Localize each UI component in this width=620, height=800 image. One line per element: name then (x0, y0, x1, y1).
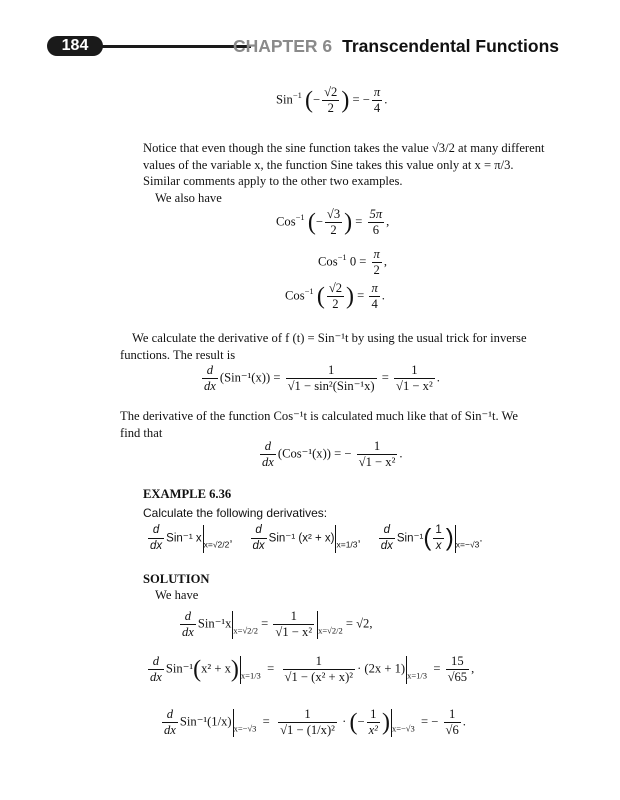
expression: Sin⁻¹ x (166, 532, 202, 545)
equation-derivative-sin (200, 364, 440, 393)
fraction-numerator: d (202, 364, 218, 379)
equals-sign: = (433, 661, 441, 676)
fraction-numerator: π (373, 247, 380, 261)
fraction-numerator: d (379, 524, 395, 539)
text-line: Similar comments apply to the other two examples. (143, 174, 403, 188)
equation-cos-1: Cos$^{-1}$ (− $\frac{√3}{2}$ ) = $\frac{5\pi}{6}$ , (276, 207, 390, 237)
punct: . (436, 370, 440, 385)
text-line: We calculate the derivative of f (t) = Sin⁻¹t by using the usual trick for inverse (132, 331, 527, 345)
exponent: −1 (292, 90, 302, 101)
fn-name: Cos (276, 214, 296, 229)
solution-step-3: $\frac{d}{dx}$ Sin⁻¹(1/x) $_{x=-√3}$ = $\frac{1}{\text{√1 − (1/x)²}}$ · (− $\frac{1}{\text{x²}}$ ) $_{x=-√3}$ = − $\frac{1}{√6}$ . (164, 707, 466, 737)
expression: (Cos⁻¹(x)) (277, 446, 331, 461)
derivative-operator (251, 524, 267, 553)
example-derivatives: $\frac{d}{dx}$ Sin⁻¹ x $_{x=√2/2}$, $\frac{d}{dx}$ Sin⁻¹ (x² + x) $_{x=1/3}$, $\frac{d}{dx}$ Sin⁻¹( $\frac{1}{x}$ ) $_{x=-√3}$. (150, 524, 483, 552)
derivative-operator (379, 524, 395, 553)
equals-sign: = − (334, 446, 352, 461)
neg-sign: − (315, 214, 323, 229)
fraction (372, 86, 382, 115)
evaluation-point: x=1/3 (336, 539, 358, 550)
left-paren: ( (316, 283, 325, 310)
fraction-numerator: 1 (433, 524, 443, 539)
fraction-numerator: 1 (367, 708, 380, 723)
left-paren: ( (307, 209, 316, 236)
fraction-numerator: d (260, 440, 276, 455)
evaluation-bar (233, 709, 234, 737)
punct: , (471, 661, 475, 676)
fraction-numerator: d (148, 524, 164, 539)
fraction (368, 208, 385, 237)
punct: , (386, 214, 390, 229)
evaluation-point: x=−√3 (391, 723, 415, 734)
evaluation-bar (406, 656, 407, 684)
evaluation-point: x=1/3 (407, 670, 428, 681)
punct: . (399, 446, 403, 461)
evaluation-point: x=√2/2 (318, 625, 343, 636)
fraction-denominator: dx (262, 455, 274, 469)
solution-intro: We have (155, 588, 199, 602)
neg-sign: − (313, 92, 321, 107)
fn-name: Cos (285, 288, 305, 303)
evaluation-bar (335, 525, 336, 553)
radicand: 1 − x² (402, 379, 433, 393)
fn-name: Sin (276, 92, 293, 107)
evaluation-point: x=√2/2 (233, 625, 258, 636)
fraction-denominator: 4 (373, 101, 381, 115)
expression: Sin⁻¹x (197, 616, 232, 631)
text-line: The derivative of the function Cos⁻¹t is calculated much like that of Sin⁻¹t. We (120, 409, 519, 423)
right-paren: ) (346, 283, 355, 310)
exponent: −1 (337, 252, 347, 263)
fraction: $\frac{1}{\text{√1 − x²}}$ (275, 609, 313, 639)
fn-name: Cos (318, 254, 338, 269)
fraction: $\frac{1}{\text{√1 − sin²(Sin⁻¹x)}}$ (287, 363, 375, 393)
punct: . (462, 714, 466, 729)
fraction-denominator: 2 (332, 297, 339, 311)
evaluation-bar (317, 611, 318, 639)
left-paren: ( (305, 87, 314, 114)
solution-heading: SOLUTION (143, 572, 210, 586)
evaluation-point: x=−√3 (455, 539, 480, 550)
paragraph-3 (120, 408, 570, 441)
fraction (325, 208, 342, 237)
fraction-denominator: 2 (330, 223, 337, 237)
fraction-numerator: d (148, 655, 164, 670)
fraction-denominator: 2 (327, 101, 334, 115)
solution-step-1 (178, 610, 372, 639)
text-line: Notice that even though the sine function takes the value √3/2 at many different (143, 141, 545, 155)
paragraph-1 (143, 140, 573, 206)
equals-sign: = (261, 616, 269, 631)
fraction (367, 708, 380, 737)
punct: , (357, 532, 361, 545)
fraction: $\frac{1}{\text{√1 − x²}}$ (358, 439, 396, 469)
neg-sign: − (362, 92, 370, 107)
fraction-numerator: 1 (278, 708, 337, 723)
radicand: 1 − sin²(Sin⁻¹x) (294, 379, 375, 393)
fraction-denominator: √6 (445, 723, 459, 737)
derivative-operator (260, 440, 276, 469)
solution-step-2: $\frac{d}{dx}$ Sin⁻¹(x² + x) $_{x=1/3}$ = $\frac{1}{\text{√1 − (x² + x)²}}$ · (2x + 1) $_{x=1/3}$ = $\frac{15}{√65}$ , (150, 654, 475, 684)
fraction-numerator: d (162, 708, 178, 723)
fraction-denominator: dx (380, 540, 393, 552)
fraction: $\frac{1}{\text{√1 − (1/x)²}}$ (280, 707, 335, 737)
equation-cos-2: Cos$^{-1}$ 0 = $\frac{\pi}{2}$ , (318, 247, 387, 277)
punct: , (229, 532, 233, 545)
evaluation-bar (455, 525, 456, 553)
fraction (446, 655, 470, 684)
evaluation-point: x=√2/2 (203, 539, 230, 550)
chapter-label: CHAPTER 6 (232, 36, 333, 56)
fraction-numerator: π (371, 281, 378, 295)
punct: . (381, 288, 385, 303)
fraction-denominator: dx (204, 379, 216, 393)
radicand: 1 − x² (282, 625, 313, 639)
fraction-denominator: x² (368, 723, 378, 737)
expression: Sin⁻¹ (396, 532, 424, 545)
fraction-denominator: 2 (373, 263, 380, 277)
fraction-numerator: 5π (369, 207, 383, 221)
radicand: 1 − (1/x)² (287, 723, 335, 737)
argument: 0 (349, 254, 357, 269)
example-prompt: Calculate the following derivatives: (143, 506, 328, 520)
equals-sign: = (381, 370, 389, 385)
fraction-numerator: 1 (394, 364, 435, 379)
fraction-denominator: dx (150, 540, 163, 552)
equals-sign: = (267, 661, 275, 676)
derivative-operator (202, 364, 218, 393)
fraction-numerator: 1 (286, 364, 377, 379)
equation-sin-inverse (276, 86, 387, 115)
punct: . (384, 92, 388, 107)
equals-sign: = (352, 92, 360, 107)
argument: x² + x (201, 661, 231, 676)
fraction (327, 282, 344, 311)
derivative-operator (180, 610, 196, 639)
punct: . (479, 532, 483, 545)
fraction-denominator: 4 (371, 297, 378, 311)
equals-sign: = (262, 714, 270, 729)
header-rule (99, 45, 251, 48)
fraction (433, 524, 443, 553)
fraction-numerator: √3 (326, 207, 341, 221)
equation-cos-3: Cos$^{-1}$ ( $\frac{√2}{2}$ ) = $\frac{\pi}{4}$ . (285, 281, 385, 311)
multiplier: · (342, 714, 347, 729)
text-line: We also have (155, 190, 222, 205)
equals-sign: = (273, 370, 281, 385)
text-line: values of the variable x, the function Sine takes this value only at x = π/3. (143, 157, 514, 172)
chapter-heading (233, 34, 559, 58)
text-line: find that (120, 425, 163, 440)
result: = √2, (345, 616, 373, 631)
evaluation-bar (203, 525, 204, 553)
fraction: $\frac{1}{\text{√1 − (x² + x)²}}$ (284, 654, 354, 684)
fraction-numerator: √2 (324, 85, 338, 99)
fraction-numerator: π (373, 85, 381, 99)
fraction-numerator: 1 (283, 655, 356, 670)
expression: (Sin⁻¹(x)) (219, 370, 271, 385)
fraction (372, 248, 382, 277)
equals-sign: = − (421, 714, 439, 729)
fraction (369, 282, 379, 311)
expression: Sin⁻¹(1/x) (179, 714, 232, 729)
right-paren: ) (341, 87, 350, 114)
page-header (47, 34, 559, 60)
fraction-denominator: dx (182, 625, 194, 639)
fraction (322, 86, 339, 115)
fraction-numerator: 1 (444, 708, 461, 723)
text-line: functions. The result is (120, 347, 236, 362)
fraction-denominator: dx (150, 670, 162, 684)
neg-sign: − (357, 714, 365, 729)
exponent: −1 (304, 286, 314, 297)
fraction: $\frac{1}{\text{√1 − x²}}$ (396, 363, 433, 393)
fraction-denominator: 6 (372, 223, 379, 237)
evaluation-bar (240, 656, 241, 684)
derivative-operator (148, 655, 164, 684)
evaluation-point: x=1/3 (240, 670, 261, 681)
paragraph-2 (120, 330, 570, 363)
fraction-denominator: x (435, 540, 442, 552)
example-heading: EXAMPLE 6.36 (143, 487, 232, 501)
right-paren: ) (344, 209, 353, 236)
punct: , (383, 254, 387, 269)
evaluation-bar (391, 709, 392, 737)
fraction-numerator: d (180, 610, 196, 625)
evaluation-bar (232, 611, 233, 639)
fraction-numerator: √2 (328, 281, 343, 295)
derivative-operator (162, 708, 178, 737)
fraction-numerator: d (251, 524, 267, 539)
fraction-denominator: dx (252, 540, 265, 552)
fraction (444, 708, 461, 737)
evaluation-point: x=−√3 (233, 723, 257, 734)
expression: Sin⁻¹ (x² + x) (268, 532, 335, 545)
fraction-denominator: dx (164, 723, 176, 737)
derivative-operator (148, 524, 164, 553)
page-number-badge: 184 (47, 36, 103, 56)
radicand: 1 − (x² + x)² (291, 670, 354, 684)
fraction-numerator: 15 (446, 655, 470, 670)
fraction-numerator: 1 (357, 440, 398, 455)
exponent: −1 (295, 212, 305, 223)
fraction-denominator: √65 (447, 670, 468, 684)
fraction-numerator: 1 (273, 610, 314, 625)
equation-derivative-cos (258, 440, 403, 469)
chapter-title: Transcendental Functions (342, 36, 559, 56)
expression: Sin⁻¹ (165, 661, 194, 676)
radicand: 1 − x² (365, 455, 396, 469)
multiplier: · (2x + 1) (357, 661, 406, 676)
